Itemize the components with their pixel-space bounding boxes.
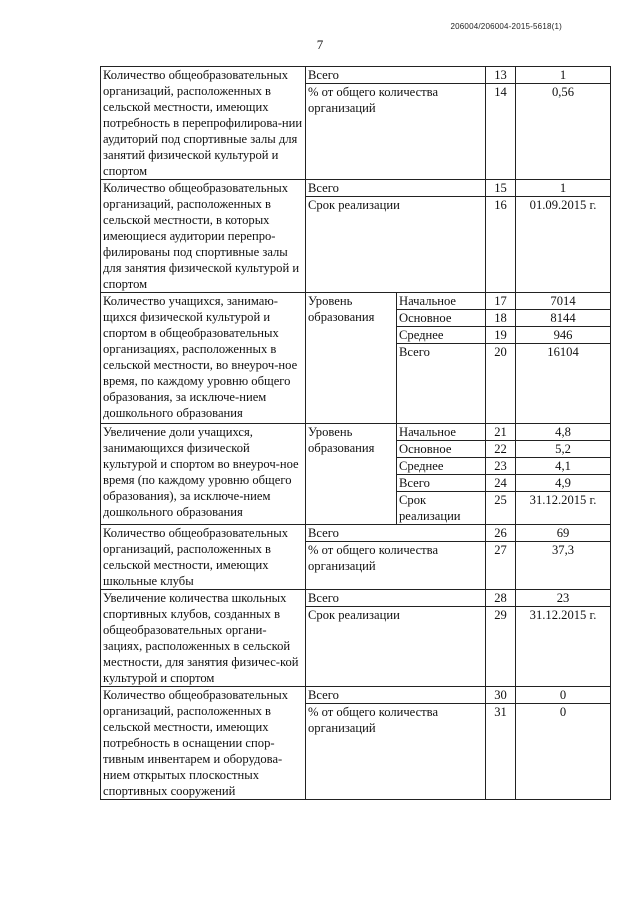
indicator-description: Увеличение доли учащихся, занимающихся физической культурой и спортом во внеуроч-ное время (по каждому уровню общего образования), за исключе-нием дошкольного образования	[101, 424, 306, 525]
row-label: Среднее	[397, 327, 486, 344]
row-value: 0	[516, 687, 611, 704]
row-value: 946	[516, 327, 611, 344]
table-row	[101, 67, 611, 84]
row-label: Среднее	[397, 458, 486, 475]
row-label: Всего	[306, 180, 486, 197]
row-value: 01.09.2015 г.	[516, 197, 611, 293]
row-number: 28	[486, 590, 516, 607]
row-value: 0,56	[516, 84, 611, 180]
row-value: 1	[516, 180, 611, 197]
group-label: Уровень образования	[306, 424, 397, 525]
row-number: 23	[486, 458, 516, 475]
indicator-description: Количество общеобразовательных организаций, расположенных в сельской местности, имеющих потребность в оснащении спор-тивным инвентарем и оборудова-нием открытых плоскостных спортивных сооружений	[101, 687, 306, 800]
row-value: 23	[516, 590, 611, 607]
row-number: 24	[486, 475, 516, 492]
row-label: % от общего количества организаций	[306, 542, 486, 590]
document-id: 206004/206004-2015-5618(1)	[450, 22, 562, 31]
page-number: 7	[316, 37, 324, 52]
row-number: 16	[486, 197, 516, 293]
row-value: 4,1	[516, 458, 611, 475]
row-number: 13	[486, 67, 516, 84]
row-number: 18	[486, 310, 516, 327]
row-number: 14	[486, 84, 516, 180]
row-value: 7014	[516, 293, 611, 310]
row-number: 21	[486, 424, 516, 441]
row-number: 19	[486, 327, 516, 344]
table-row	[101, 424, 611, 441]
row-label: Всего	[306, 67, 486, 84]
row-value: 0	[516, 704, 611, 800]
row-value: 1	[516, 67, 611, 84]
row-label: Всего	[397, 344, 486, 424]
row-label: Начальное	[397, 424, 486, 441]
indicator-description: Количество общеобразовательных организаций, расположенных в сельской местности, имеющих школьные клубы	[101, 525, 306, 590]
table-row	[101, 525, 611, 542]
row-value: 31.12.2015 г.	[516, 492, 611, 525]
row-label: Основное	[397, 441, 486, 458]
row-label: Всего	[306, 590, 486, 607]
row-number: 26	[486, 525, 516, 542]
row-value: 5,2	[516, 441, 611, 458]
row-value: 4,8	[516, 424, 611, 441]
row-number: 15	[486, 180, 516, 197]
row-label: Срок реализации	[397, 492, 486, 525]
indicator-description: Количество общеобразовательных организаций, расположенных в сельской местности, имеющих потребность в перепрофилирова-нии аудиторий под спортивные залы для занятий физической культурой и спортом	[101, 67, 306, 180]
table-row	[101, 293, 611, 310]
row-label: Всего	[306, 525, 486, 542]
row-label: Срок реализации	[306, 197, 486, 293]
indicators-table	[100, 66, 611, 800]
indicator-description: Количество общеобразовательных организаций, расположенных в сельской местности, в которых имеющиеся аудитории перепро-филированы под спортивные залы для занятия физической культурой и спортом	[101, 180, 306, 293]
row-number: 27	[486, 542, 516, 590]
row-value: 16104	[516, 344, 611, 424]
row-value: 8144	[516, 310, 611, 327]
row-number: 31	[486, 704, 516, 800]
indicator-description: Количество учащихся, занимаю-щихся физической культурой и спортом в общеобразовательных организациях, расположенных в сельской местности, во внеуроч-ное время, по каждому уровню общего образования, за исключе-нием дошкольного образования	[101, 293, 306, 424]
row-value: 31.12.2015 г.	[516, 607, 611, 687]
row-label: % от общего количества организаций	[306, 704, 486, 800]
row-value: 4,9	[516, 475, 611, 492]
row-label: Срок реализации	[306, 607, 486, 687]
row-label: Всего	[306, 687, 486, 704]
row-number: 25	[486, 492, 516, 525]
table-row	[101, 180, 611, 197]
row-number: 30	[486, 687, 516, 704]
row-value: 69	[516, 525, 611, 542]
row-number: 29	[486, 607, 516, 687]
group-label: Уровень образования	[306, 293, 397, 424]
row-number: 22	[486, 441, 516, 458]
indicator-description: Увеличение количества школьных спортивных клубов, созданных в общеобразовательных органи-зациях, расположенных в сельской местности, для занятия физичес-кой культурой и спортом	[101, 590, 306, 687]
row-number: 20	[486, 344, 516, 424]
row-number: 17	[486, 293, 516, 310]
row-label: Основное	[397, 310, 486, 327]
row-label: % от общего количества организаций	[306, 84, 486, 180]
table-row	[101, 687, 611, 704]
table-row	[101, 590, 611, 607]
row-label: Всего	[397, 475, 486, 492]
row-label: Начальное	[397, 293, 486, 310]
row-value: 37,3	[516, 542, 611, 590]
